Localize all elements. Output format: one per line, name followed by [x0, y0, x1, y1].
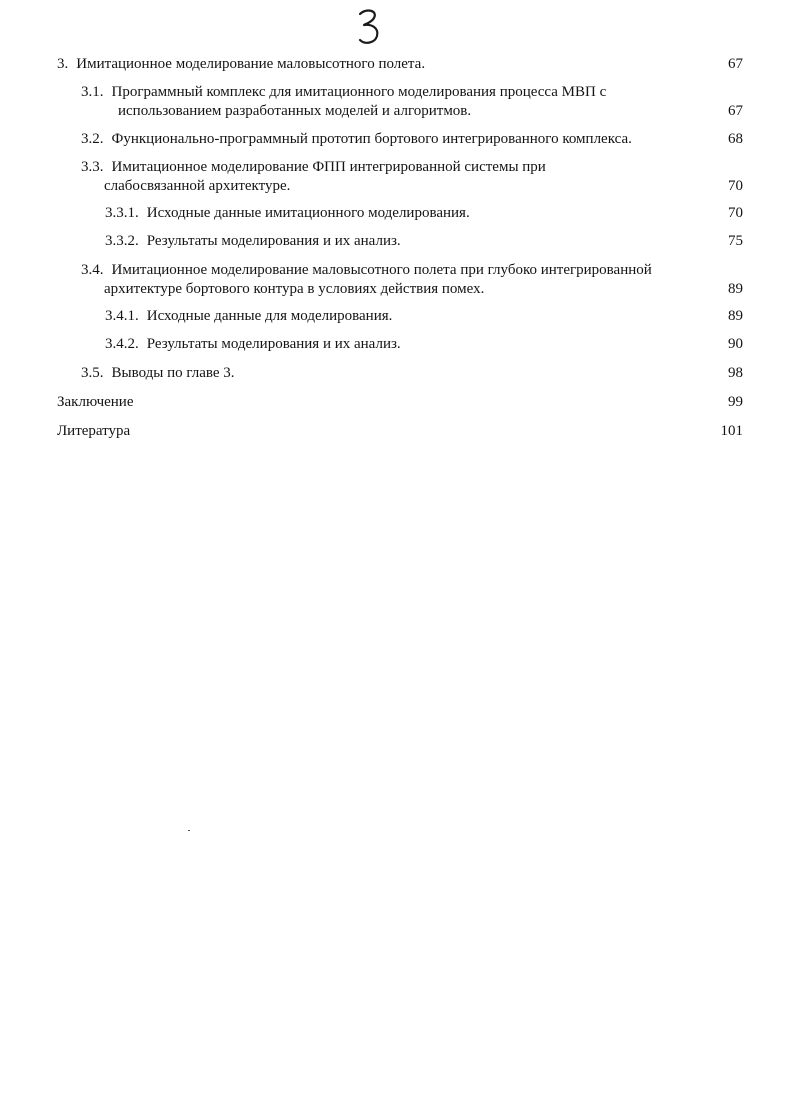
toc-entry-number: 3.2.	[81, 131, 104, 147]
toc-entry-page: 70	[728, 205, 743, 221]
toc-entry-title: Программный комплекс для имитационного моделирования процесса МВП с	[111, 84, 607, 100]
toc-entry-3-4-2	[105, 335, 743, 354]
toc-entry-3-4	[81, 261, 743, 299]
toc-entry-page: 68	[728, 131, 743, 147]
toc-entry-page: 101	[720, 423, 743, 439]
toc-entry-3-3-1	[105, 204, 743, 223]
toc-entry-title: Имитационное моделирование ФПП интегрированной системы при	[111, 159, 546, 175]
toc-entry-title-continuation: слабосвязанной архитектуре.	[104, 178, 291, 194]
toc-entry-3-4-1	[105, 307, 743, 326]
toc-entry-number: 3.4.	[81, 262, 104, 278]
toc-entry-title: Результаты моделирования и их анализ.	[146, 233, 401, 249]
toc-entry-number: 3.3.2.	[105, 233, 139, 249]
toc-entry-title: Заключение	[57, 394, 134, 410]
toc-entry-number: 3.3.	[81, 159, 104, 175]
toc-entry-3-3-2	[105, 232, 743, 251]
toc-entry-number: 3.	[57, 56, 69, 72]
toc-entry-number: 3.5.	[81, 365, 104, 381]
toc-entry-number: 3.3.1.	[105, 205, 139, 221]
toc-entry-3-5	[81, 364, 743, 383]
toc-entry-page: 70	[728, 178, 743, 194]
toc-entry-number: 3.4.2.	[105, 336, 139, 352]
toc-entry-number: 3.1.	[81, 84, 104, 100]
toc-entry-number: 3.4.1.	[105, 308, 139, 324]
toc-entry-page: 90	[728, 336, 743, 352]
toc-entry-title-continuation: архитектуре бортового контура в условиях действия помех.	[104, 281, 485, 297]
toc-entry-chapter-3	[57, 55, 743, 74]
scan-speck	[188, 830, 190, 831]
toc-entry-page: 75	[728, 233, 743, 249]
toc-entry-title: Исходные данные для моделирования.	[146, 308, 393, 324]
toc-entry-3-3	[81, 158, 743, 196]
toc-entry-title: Исходные данные имитационного моделирования.	[146, 205, 470, 221]
toc-entry-page: 98	[728, 365, 743, 381]
toc-entry-page: 89	[728, 281, 743, 297]
toc-entry-conclusion	[57, 393, 743, 412]
toc-entry-title: Выводы по главе 3.	[111, 365, 235, 381]
toc-entry-3-1	[81, 83, 743, 121]
toc-entry-title: Функционально-программный прототип бортового интегрированного комплекса.	[111, 131, 632, 147]
toc-entry-title: Результаты моделирования и их анализ.	[146, 336, 401, 352]
toc-entry-title: Литература	[57, 423, 131, 439]
toc-entry-page: 89	[728, 308, 743, 324]
toc-entry-page: 67	[728, 56, 743, 72]
toc-entry-3-2	[81, 130, 743, 149]
toc-entry-title-continuation: использованием разработанных моделей и алгоритмов.	[118, 103, 472, 119]
toc-entry-page: 67	[728, 103, 743, 119]
toc-entry-page: 99	[728, 394, 743, 410]
toc-entry-title: Имитационное моделирование маловысотного полета при глубоко интегрированной	[111, 262, 652, 278]
toc-entry-references	[57, 422, 743, 441]
toc-entry-title: Имитационное моделирование маловысотного полета.	[76, 56, 426, 72]
